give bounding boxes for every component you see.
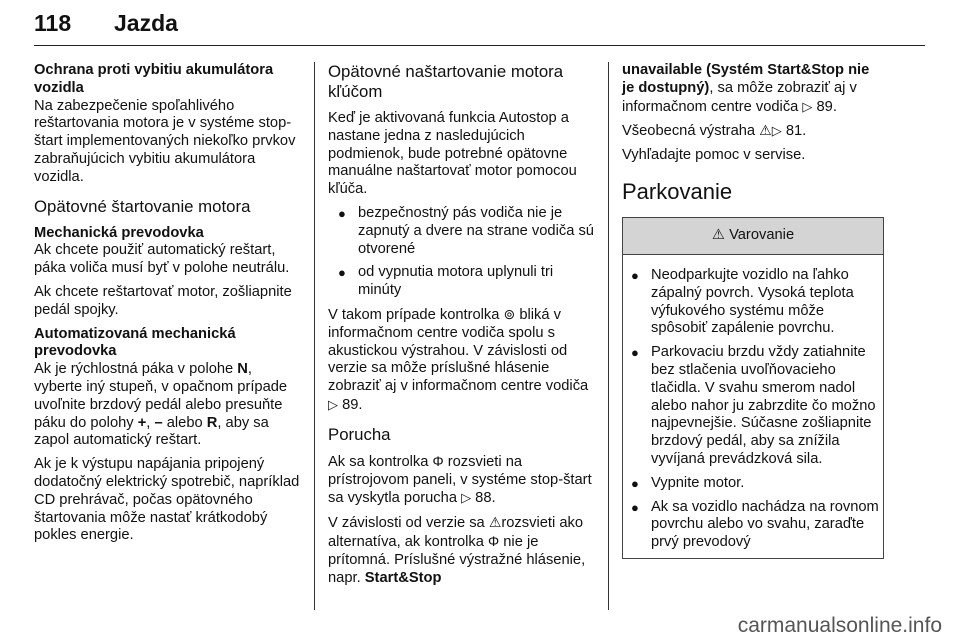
paragraph: Ak sa kontrolka Φ rozsvieti na prístrojovom paneli, v systéme stop-štart sa vyskytla porucha ▷ 88. [328, 452, 592, 507]
page-reference-icon: ▷ [461, 490, 472, 506]
paragraph: Ak chcete použiť automatický reštart, páka voliča musí byť v polohe neutrálu. [34, 242, 290, 277]
section-heading: Porucha [328, 424, 391, 444]
stop-start-warning-lamp-icon: ⊚ [503, 305, 516, 322]
list-item: ● Vypnite motor. [631, 474, 745, 491]
column-divider [314, 62, 315, 610]
warning-triangle-icon: ⚠ [711, 227, 726, 244]
paragraph: Vyhľadajte pomoc v servise. [622, 147, 806, 164]
subsection-title: Mechanická prevodovka [34, 224, 204, 241]
bullet-icon: ● [338, 205, 346, 221]
warning-body [623, 255, 883, 552]
paragraph: Ak je k výstupu napájania pripojený dodatočný elektrický spotrebič, napríklad CD prehrávač, počas opätovného štartovania môže nastať krátkodobý pokles energie. [34, 456, 300, 544]
bullet-list [623, 267, 883, 552]
column-middle [328, 62, 596, 593]
paragraph: V takom prípade kontrolka ⊚ bliká v informačnom centre vodiča spolu s akustickou výstrahou. V závislosti od verzie sa môže príslušné hlásenie zobraziť aj v informačnom centre vodiča ▷ 89. [328, 305, 589, 413]
header-divider [34, 45, 925, 46]
list-item: ● Ak sa vozidlo nachádza na rovnom povrchu alebo vo svahu, zaraďte prvý prevodový [631, 498, 879, 551]
stop-start-fault-lamp-icon: Φ [488, 532, 500, 549]
paragraph: V závislosti od verzie sa ⚠rozsvieti ako alternatíva, ak kontrolka Φ nie je prítomná. Príslušné výstražné hlásenie, napr. Start&Stop [328, 514, 586, 586]
watermark: carmanualsonline.info [737, 614, 942, 637]
list-item: ● Neodparkujte vozidlo na ľahko zápalný povrch. Vysoká teplota výfukového systému môže spôsobiť zapálenie povrchu. [631, 266, 854, 337]
subsection-title: Automatizovaná mechanická prevodovka [34, 325, 236, 360]
bullet-icon: ● [631, 499, 639, 515]
paragraph: Keď je aktivovaná funkcia Autostop a nastane jedna z nasledujúcich podmienok, bude potrebné opätovne manuálne naštartovať motor pomocou kľúča. [328, 110, 577, 198]
warning-header [623, 218, 883, 255]
column-divider [608, 62, 609, 610]
bullet-icon: ● [631, 345, 639, 361]
page-reference-icon: ▷ [771, 123, 782, 139]
page-header [34, 6, 925, 46]
warning-triangle-icon: ⚠ [488, 514, 502, 531]
bullet-icon: ● [338, 265, 346, 281]
warning-title: Varovanie [729, 227, 795, 244]
list-item: ● Parkovaciu brzdu vždy zatiahnite bez stlačenia uvoľňovacieho tlačidla. V svahu smerom nadol alebo nahor ju zabrzdite čo možno najpevnejšie. Súčasne zošliapnite brzdový pedál, aby sa znížila vyvíjaná prevádzková sila. [631, 344, 876, 467]
section-title: Ochrana proti vybitiu akumulátora vozidla [34, 62, 274, 96]
bullet-icon: ● [631, 267, 639, 283]
list-item: ● bezpečnostný pás vodiča nie je zapnutý a dvere na strane vodiča sú otvorené [338, 204, 594, 257]
paragraph: unavailable (Systém Start&Stop nie je dostupný), sa môže zobraziť aj v informačnom centre vodiča ▷ 89. [622, 62, 870, 115]
paragraph: Všeobecná výstraha ⚠▷ 81. [622, 122, 807, 140]
column-right [622, 62, 884, 559]
bullet-list [328, 205, 596, 300]
warning-triangle-icon: ⚠ [759, 122, 772, 139]
chapter-title: Jazda [114, 10, 178, 36]
section-heading: Parkovanie [622, 178, 733, 204]
page-reference-icon: ▷ [802, 98, 813, 114]
paragraph: Ak chcete reštartovať motor, zošliapnite pedál spojky. [34, 283, 292, 318]
stop-start-fault-lamp-icon: Φ [432, 452, 444, 469]
column-left [34, 62, 304, 551]
page-number: 118 [34, 10, 72, 36]
bullet-icon: ● [631, 475, 639, 491]
section-heading: Opätovné štartovanie motora [34, 196, 251, 216]
section-heading: Opätovné naštartovanie motora kľúčom [328, 62, 564, 101]
paragraph: Ak je rýchlostná páka v polohe N, vyberte iný stupeň, v opačnom prípade uvoľnite brzdový pedál alebo presuňte páku do polohy +, – alebo R, aby sa zapol automatický reštart. [34, 361, 288, 449]
warning-box [622, 217, 884, 559]
list-item: ● od vypnutia motora uplynuli tri minúty [338, 264, 554, 299]
page-reference-icon: ▷ [328, 396, 338, 412]
paragraph: Na zabezpečenie spoľahlivého reštartovania motora je v systéme stop-štart implementovaných niekoľko prvkov zabraňujúcich vybitiu akumulátora vozidla. [34, 97, 296, 185]
